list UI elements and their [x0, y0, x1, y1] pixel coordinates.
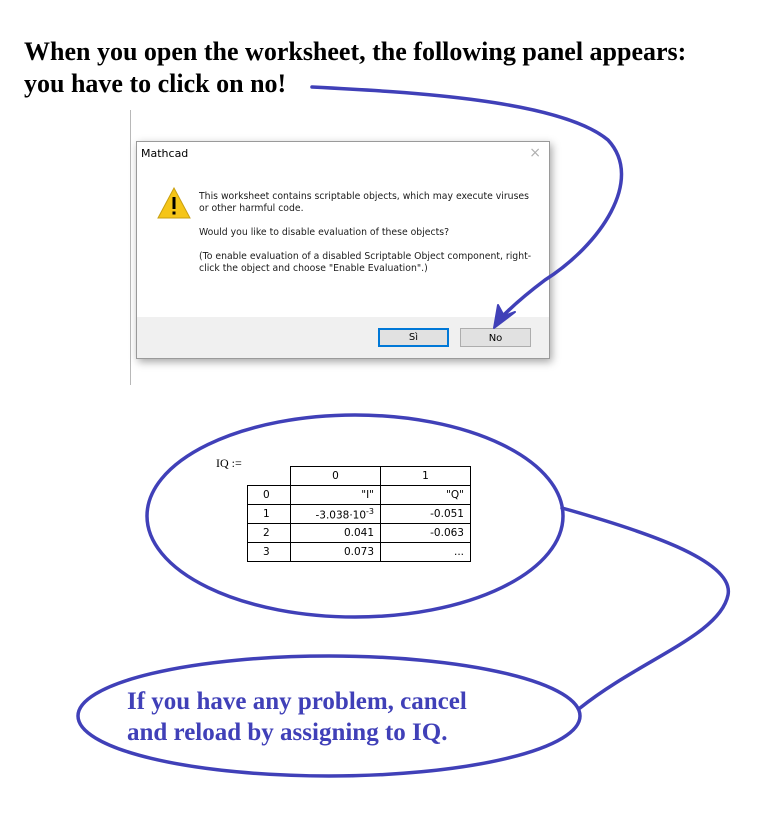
iq-matrix-table — [247, 466, 471, 562]
scientific-base: -3.038·10 — [315, 509, 367, 522]
matrix-cell: "Q" — [381, 486, 471, 505]
row-index: 3 — [248, 543, 291, 562]
troubleshooting-note — [127, 686, 547, 748]
col-header-1: 1 — [381, 467, 471, 486]
matrix-row — [248, 486, 471, 505]
matrix-cell: "I" — [291, 486, 381, 505]
matrix-cell: -0.051 — [381, 505, 471, 524]
instruction-line-1: When you open the worksheet, the following panel appears: — [24, 37, 687, 66]
matrix-cell: -0.063 — [381, 524, 471, 543]
no-button[interactable]: No — [460, 328, 531, 347]
close-icon[interactable]: × — [529, 145, 541, 161]
matrix-row — [248, 505, 471, 524]
yes-button[interactable]: Sì — [378, 328, 449, 347]
dialog-title: Mathcad — [141, 147, 189, 160]
col-header-0: 0 — [291, 467, 381, 486]
matrix-cell: 0.073 — [291, 543, 381, 562]
matrix-row — [248, 543, 471, 562]
matrix-cell: 0.041 — [291, 524, 381, 543]
matrix-header-row — [248, 467, 471, 486]
row-index: 0 — [248, 486, 291, 505]
message-hint: (To enable evaluation of a disabled Scriptable Object component, right-click the object and choose "Enable Evaluation".) — [199, 251, 532, 274]
arrow-to-no-button — [312, 87, 622, 322]
row-index: 1 — [248, 505, 291, 524]
row-index: 2 — [248, 524, 291, 543]
matrix-row — [248, 524, 471, 543]
message-question: Would you like to disable evaluation of these objects? — [199, 227, 450, 238]
note-line-2: and reload by assigning to IQ. — [127, 719, 448, 746]
matrix-cell: ... — [381, 543, 471, 562]
instruction-line-2: you have to click on no! — [24, 69, 287, 98]
matrix-assignment-label: IQ := — [216, 456, 242, 470]
matrix-corner-cell — [248, 467, 291, 486]
scientific-exponent: -3 — [366, 506, 374, 516]
note-line-1: If you have any problem, cancel — [127, 688, 467, 715]
matrix-cell — [291, 505, 381, 524]
connector-line — [562, 508, 728, 708]
message-warning: This worksheet contains scriptable objects, which may execute viruses or other harmful code. — [199, 191, 529, 214]
